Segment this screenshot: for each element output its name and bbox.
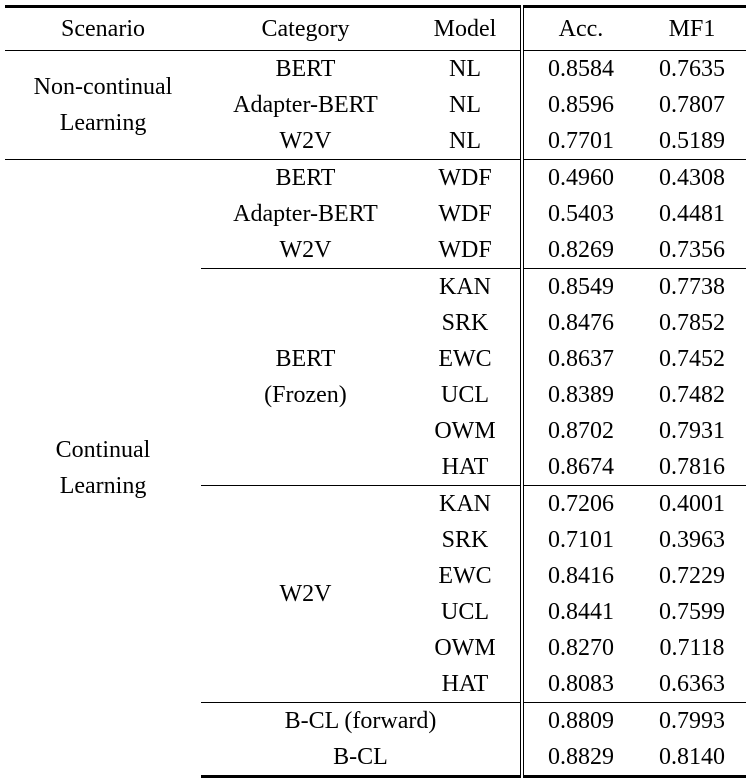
acc-cell: 0.4960 xyxy=(522,160,638,197)
mf1-cell: 0.7229 xyxy=(659,563,725,589)
table-row xyxy=(5,51,746,88)
model-cell: WDF xyxy=(410,160,522,197)
category-cell: BERT xyxy=(201,160,410,197)
mf1-cell: 0.7635 xyxy=(659,56,725,82)
results-table xyxy=(5,5,746,778)
acc-cell: 0.8584 xyxy=(522,51,638,88)
acc-cell: 0.8596 xyxy=(522,87,638,123)
category-cell: Adapter-BERT xyxy=(233,201,378,227)
acc-cell: 0.8389 xyxy=(522,377,638,413)
acc-cell: 0.8269 xyxy=(522,232,638,269)
table-row xyxy=(5,160,746,197)
mf1-cell: 0.7816 xyxy=(659,454,725,480)
model-cell: KAN xyxy=(410,486,522,523)
mf1-cell: 0.4308 xyxy=(638,160,746,197)
acc-cell: 0.5403 xyxy=(522,196,638,232)
model-cell: SRK xyxy=(441,527,489,553)
model-cell: NL xyxy=(449,128,481,154)
category-cell: W2V xyxy=(279,128,332,154)
mf1-cell: 0.7993 xyxy=(638,703,746,740)
model-cell: KAN xyxy=(410,269,522,306)
model-cell: UCL xyxy=(441,599,489,625)
mf1-cell: 0.7599 xyxy=(659,599,725,625)
category-bert-frozen xyxy=(201,269,410,486)
mf1-cell: 0.7482 xyxy=(659,382,725,408)
acc-cell: 0.8637 xyxy=(522,341,638,377)
model-cell: EWC xyxy=(438,346,492,372)
scenario-continual xyxy=(5,160,201,777)
mf1-cell: 0.8140 xyxy=(638,739,746,777)
header-row xyxy=(5,7,746,51)
mf1-cell: 0.3963 xyxy=(659,527,725,553)
model-cell: EWC xyxy=(438,563,492,589)
acc-cell: 0.8476 xyxy=(522,305,638,341)
acc-cell: 0.8674 xyxy=(522,449,638,486)
mf1-cell: 0.7118 xyxy=(659,635,725,661)
acc-cell: 0.8809 xyxy=(522,703,638,740)
header-model: Model xyxy=(410,7,522,51)
acc-cell: 0.7701 xyxy=(522,123,638,160)
mf1-cell: 0.7738 xyxy=(638,269,746,306)
category-w2v: W2V xyxy=(201,486,410,703)
category-cell: Adapter-BERT xyxy=(233,92,378,118)
scenario-line: Continual xyxy=(55,437,151,464)
header-acc: Acc. xyxy=(522,7,638,51)
category-line: BERT xyxy=(275,346,336,372)
bcl-label-cell: B-CL (forward) xyxy=(201,703,522,740)
mf1-cell: 0.4001 xyxy=(638,486,746,523)
model-cell: OWM xyxy=(434,418,496,444)
acc-cell: 0.8702 xyxy=(522,413,638,449)
scenario-line: Learning xyxy=(59,110,147,136)
model-cell: UCL xyxy=(441,382,489,408)
mf1-cell: 0.5189 xyxy=(659,128,725,154)
model-cell: HAT xyxy=(441,454,489,480)
category-line: (Frozen) xyxy=(264,382,347,408)
mf1-cell: 0.7852 xyxy=(659,310,725,336)
acc-cell: 0.8441 xyxy=(522,594,638,630)
acc-cell: 0.8416 xyxy=(522,558,638,594)
header-mf1: MF1 xyxy=(638,7,746,51)
acc-cell: 0.7206 xyxy=(522,486,638,523)
model-cell: WDF xyxy=(438,237,492,263)
scenario-line: Non-continual xyxy=(33,74,173,100)
scenario-line: Learning xyxy=(59,473,147,500)
model-cell: HAT xyxy=(441,671,489,697)
header-category: Category xyxy=(201,7,410,51)
mf1-cell: 0.7356 xyxy=(659,237,725,263)
header-scenario: Scenario xyxy=(5,7,201,51)
acc-cell: 0.8549 xyxy=(522,269,638,306)
model-cell: WDF xyxy=(438,201,492,227)
acc-cell: 0.8829 xyxy=(522,739,638,777)
mf1-cell: 0.7931 xyxy=(659,418,725,444)
model-cell: NL xyxy=(449,92,481,118)
mf1-cell: 0.4481 xyxy=(659,201,725,227)
mf1-cell: 0.6363 xyxy=(659,671,725,697)
model-cell: OWM xyxy=(434,635,496,661)
category-cell: W2V xyxy=(279,237,332,263)
mf1-cell: 0.7452 xyxy=(659,346,725,372)
model-cell: NL xyxy=(449,56,481,82)
category-cell: BERT xyxy=(275,56,336,82)
model-cell: SRK xyxy=(441,310,489,336)
acc-cell: 0.8083 xyxy=(522,666,638,703)
acc-cell: 0.7101 xyxy=(522,522,638,558)
mf1-cell: 0.7807 xyxy=(659,92,725,118)
bcl-label-cell: B-CL xyxy=(201,739,522,777)
scenario-noncontinual xyxy=(5,51,201,160)
acc-cell: 0.8270 xyxy=(522,630,638,666)
